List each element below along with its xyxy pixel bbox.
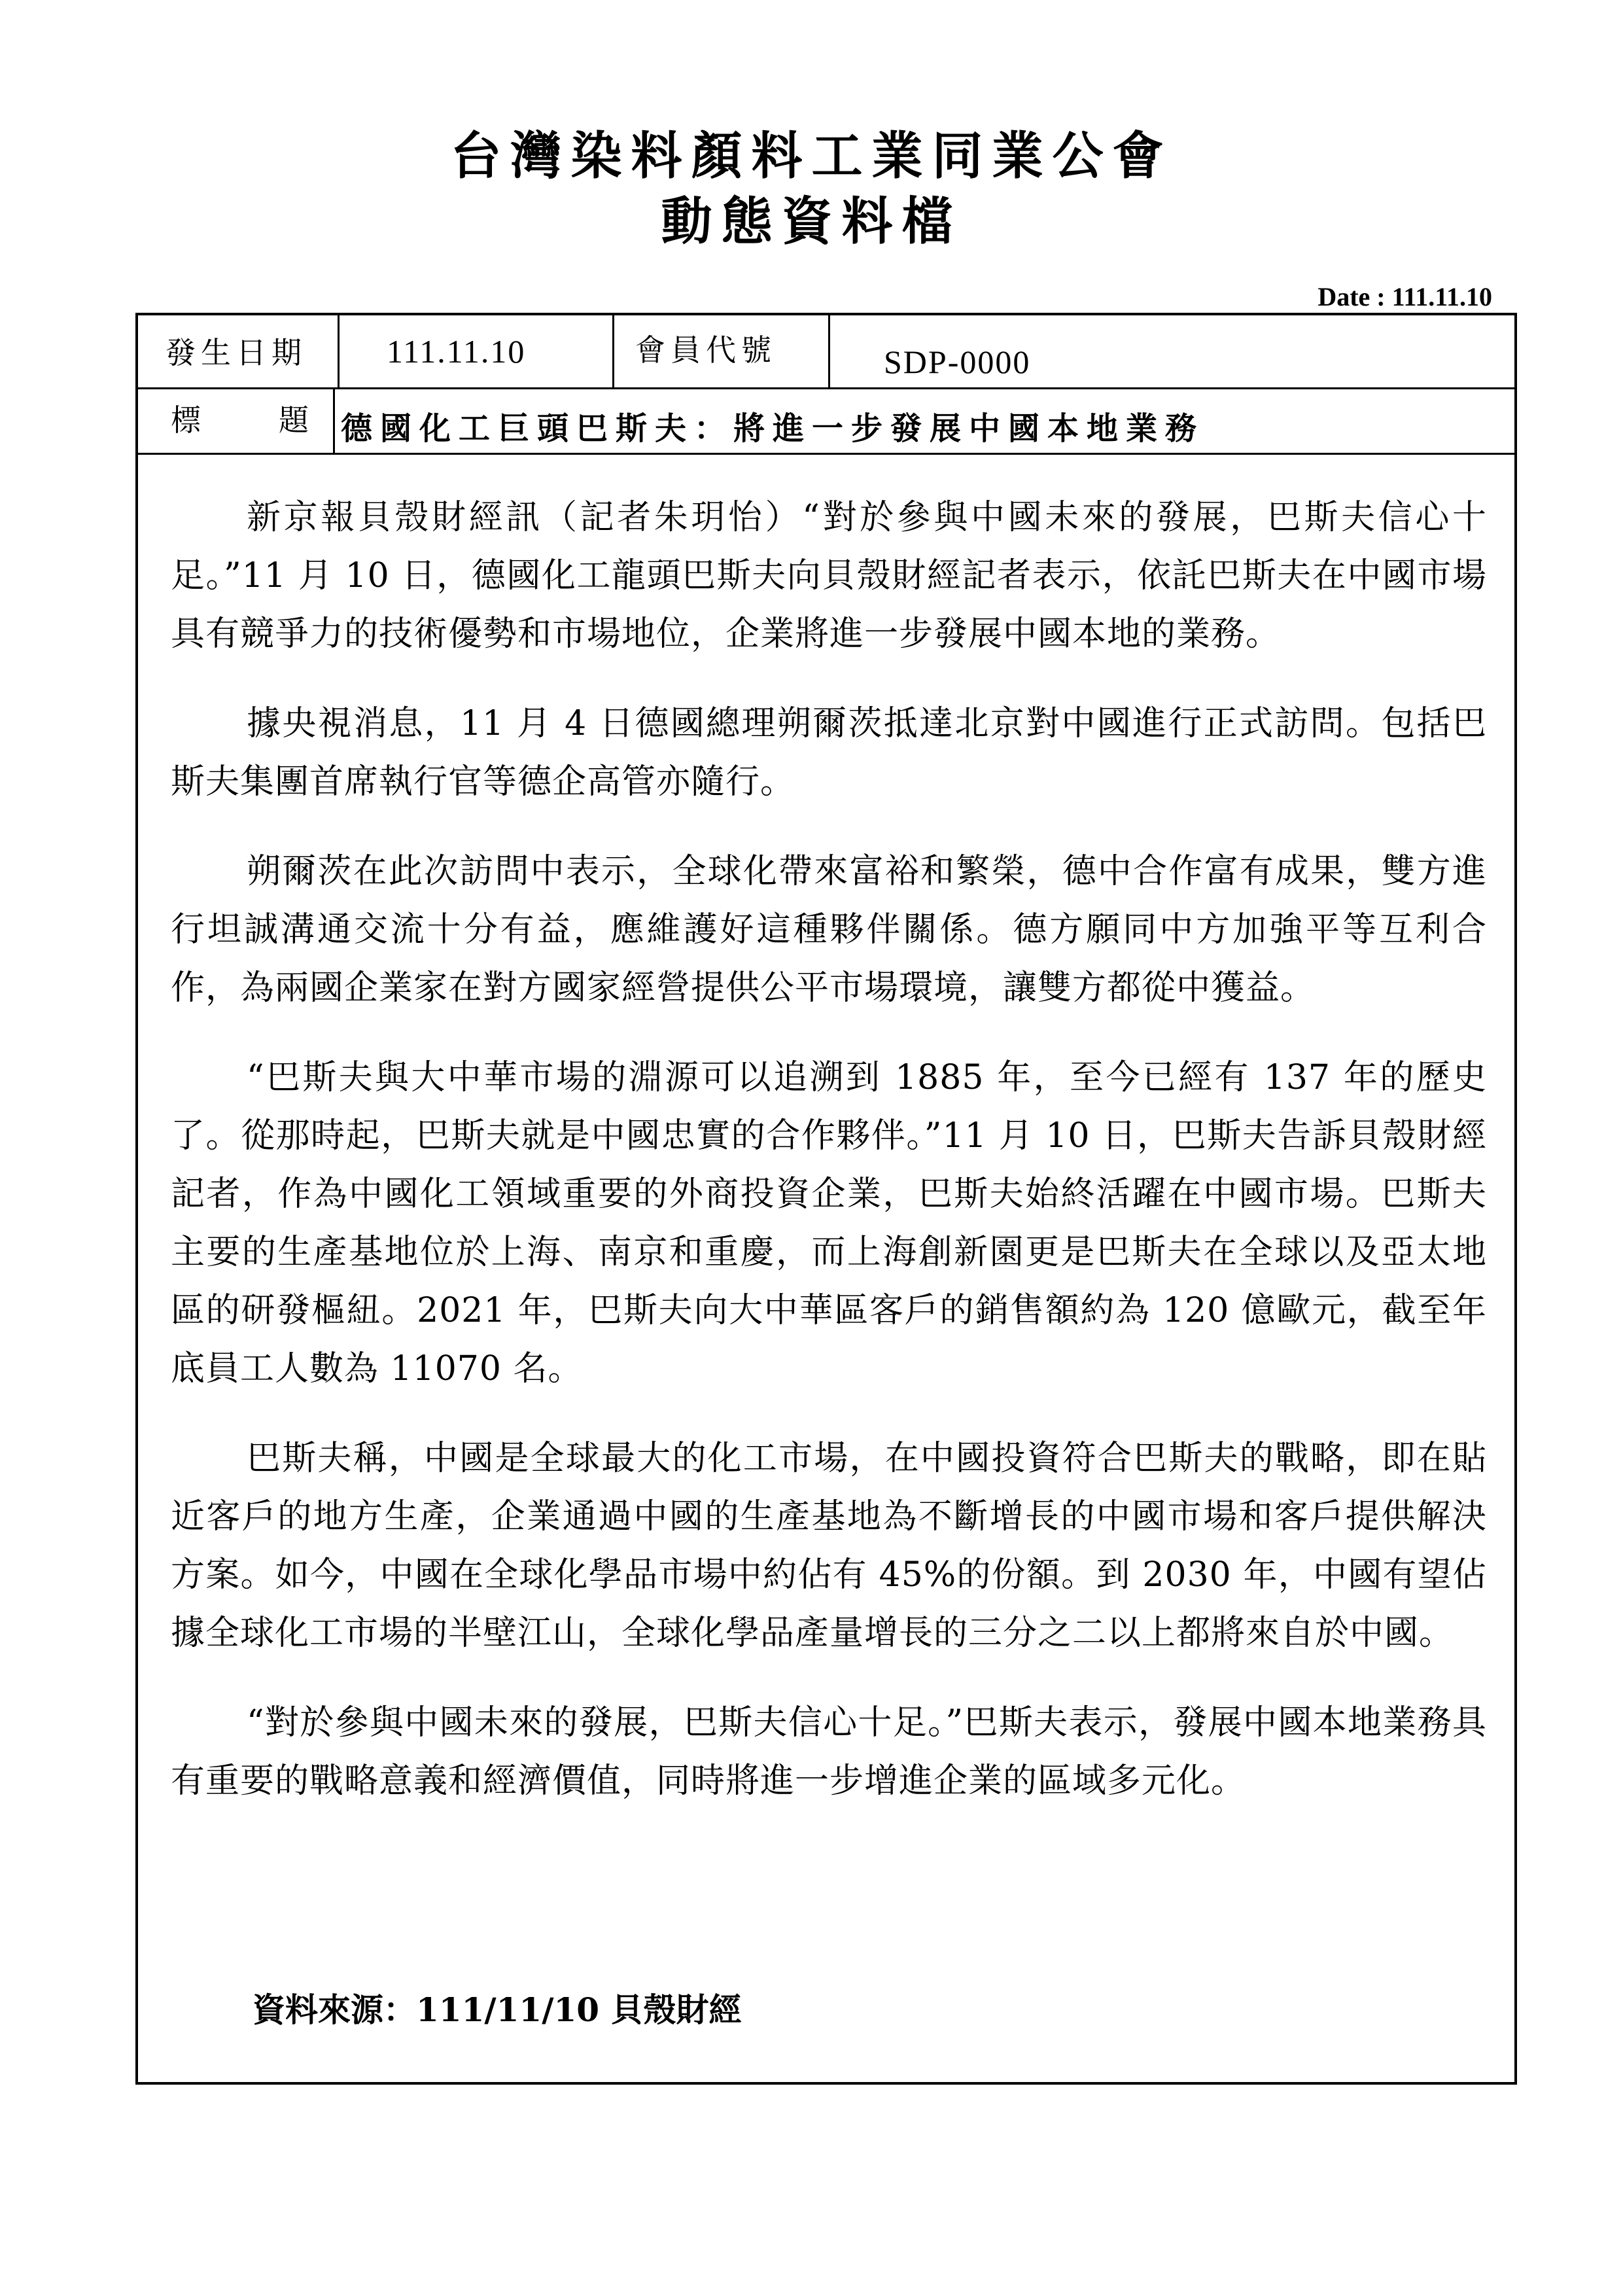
record-frame (135, 313, 1517, 2085)
row-divider (138, 453, 1514, 455)
source-citation: 資料來源：111/11/10 貝殼財經 (253, 1990, 742, 2029)
article-paragraph: “對於參與中國未來的發展，巴斯夫信心十足。”巴斯夫表示，發展中國本地業務具有重要的戰略意義和經濟價值，同時將進一步增進企業的區域多元化。 (171, 1703, 1487, 1801)
occurrence-date-label: 發生日期 (166, 335, 307, 370)
organization-title: 台灣染料顏料工業同業公會 (450, 126, 1173, 186)
subject-label-char: 標 (171, 402, 201, 438)
article-paragraph: 據央視消息，11 月 4 日德國總理朔爾茨抵達北京對中國進行正式訪問。包括巴斯夫集團首席執行官等德企高管亦隨行。 (171, 704, 1487, 802)
article-paragraph: 朔爾茨在此次訪問中表示，全球化帶來富裕和繁榮，德中合作富有成果，雙方進行坦誠溝通交流十分有益，應維護好這種夥伴關係。德方願同中方加強平等互利合作，為兩國企業家在對方國家經營提供公平市場環境，讓雙方都從中獲益。 (171, 852, 1487, 1008)
article-paragraph: 新京報貝殼財經訊（記者朱玥怡）“對於參與中國未來的發展，巴斯夫信心十足。”11 月 10 日，德國化工龍頭巴斯夫向貝殼財經記者表示，依託巴斯夫在中國市場具有競爭力的技術優勢和市場地位，企業將進一步發展中國本地的業務。 (171, 498, 1487, 654)
document-date: Date : 111.11.10 (1318, 282, 1492, 311)
member-code-label: 會員代號 (635, 332, 777, 368)
article-paragraph: “巴斯夫與大中華市場的淵源可以追溯到 1885 年，至今已經有 137 年的歷史了。從那時起，巴斯夫就是中國忠實的合作夥伴。”11 月 10 日，巴斯夫告訴貝殼財經記者，作為中國化工領域重要的外商投資企業，巴斯夫始終活躍在中國市場。巴斯夫主要的生產基地位於上海、南京和重慶，而上海創新園更是巴斯夫在全球以及亞太地區的研發樞紐。2021 年，巴斯夫向大中華區客戶的銷售額約為 120 億歐元，截至年底員工人數為 11070 名。 (171, 1058, 1487, 1388)
document-type-title: 動態資料檔 (661, 192, 962, 251)
member-code-value: SDP-0000 (884, 344, 1031, 380)
article-paragraph: 巴斯夫稱，中國是全球最大的化工市場，在中國投資符合巴斯夫的戰略，即在貼近客戶的地方生產，企業通過中國的生產基地為不斷增長的中國市場和客戶提供解決方案。如今，中國在全球化學品市場中約佔有 45%的份額。到 2030 年，中國有望佔據全球化工市場的半壁江山，全球化學品產量增長的三分之二以上都將來自於中國。 (171, 1439, 1487, 1653)
column-divider (828, 315, 830, 387)
article-body (171, 489, 1487, 1842)
occurrence-date-value: 111.11.10 (387, 333, 526, 370)
column-divider (333, 387, 335, 453)
column-divider (612, 315, 614, 387)
subject-headline: 德國化工巨頭巴斯夫：將進一步發展中國本地業務 (341, 410, 1205, 447)
column-divider (338, 315, 340, 387)
row-divider (138, 387, 1514, 389)
subject-label-char: 題 (279, 402, 309, 438)
